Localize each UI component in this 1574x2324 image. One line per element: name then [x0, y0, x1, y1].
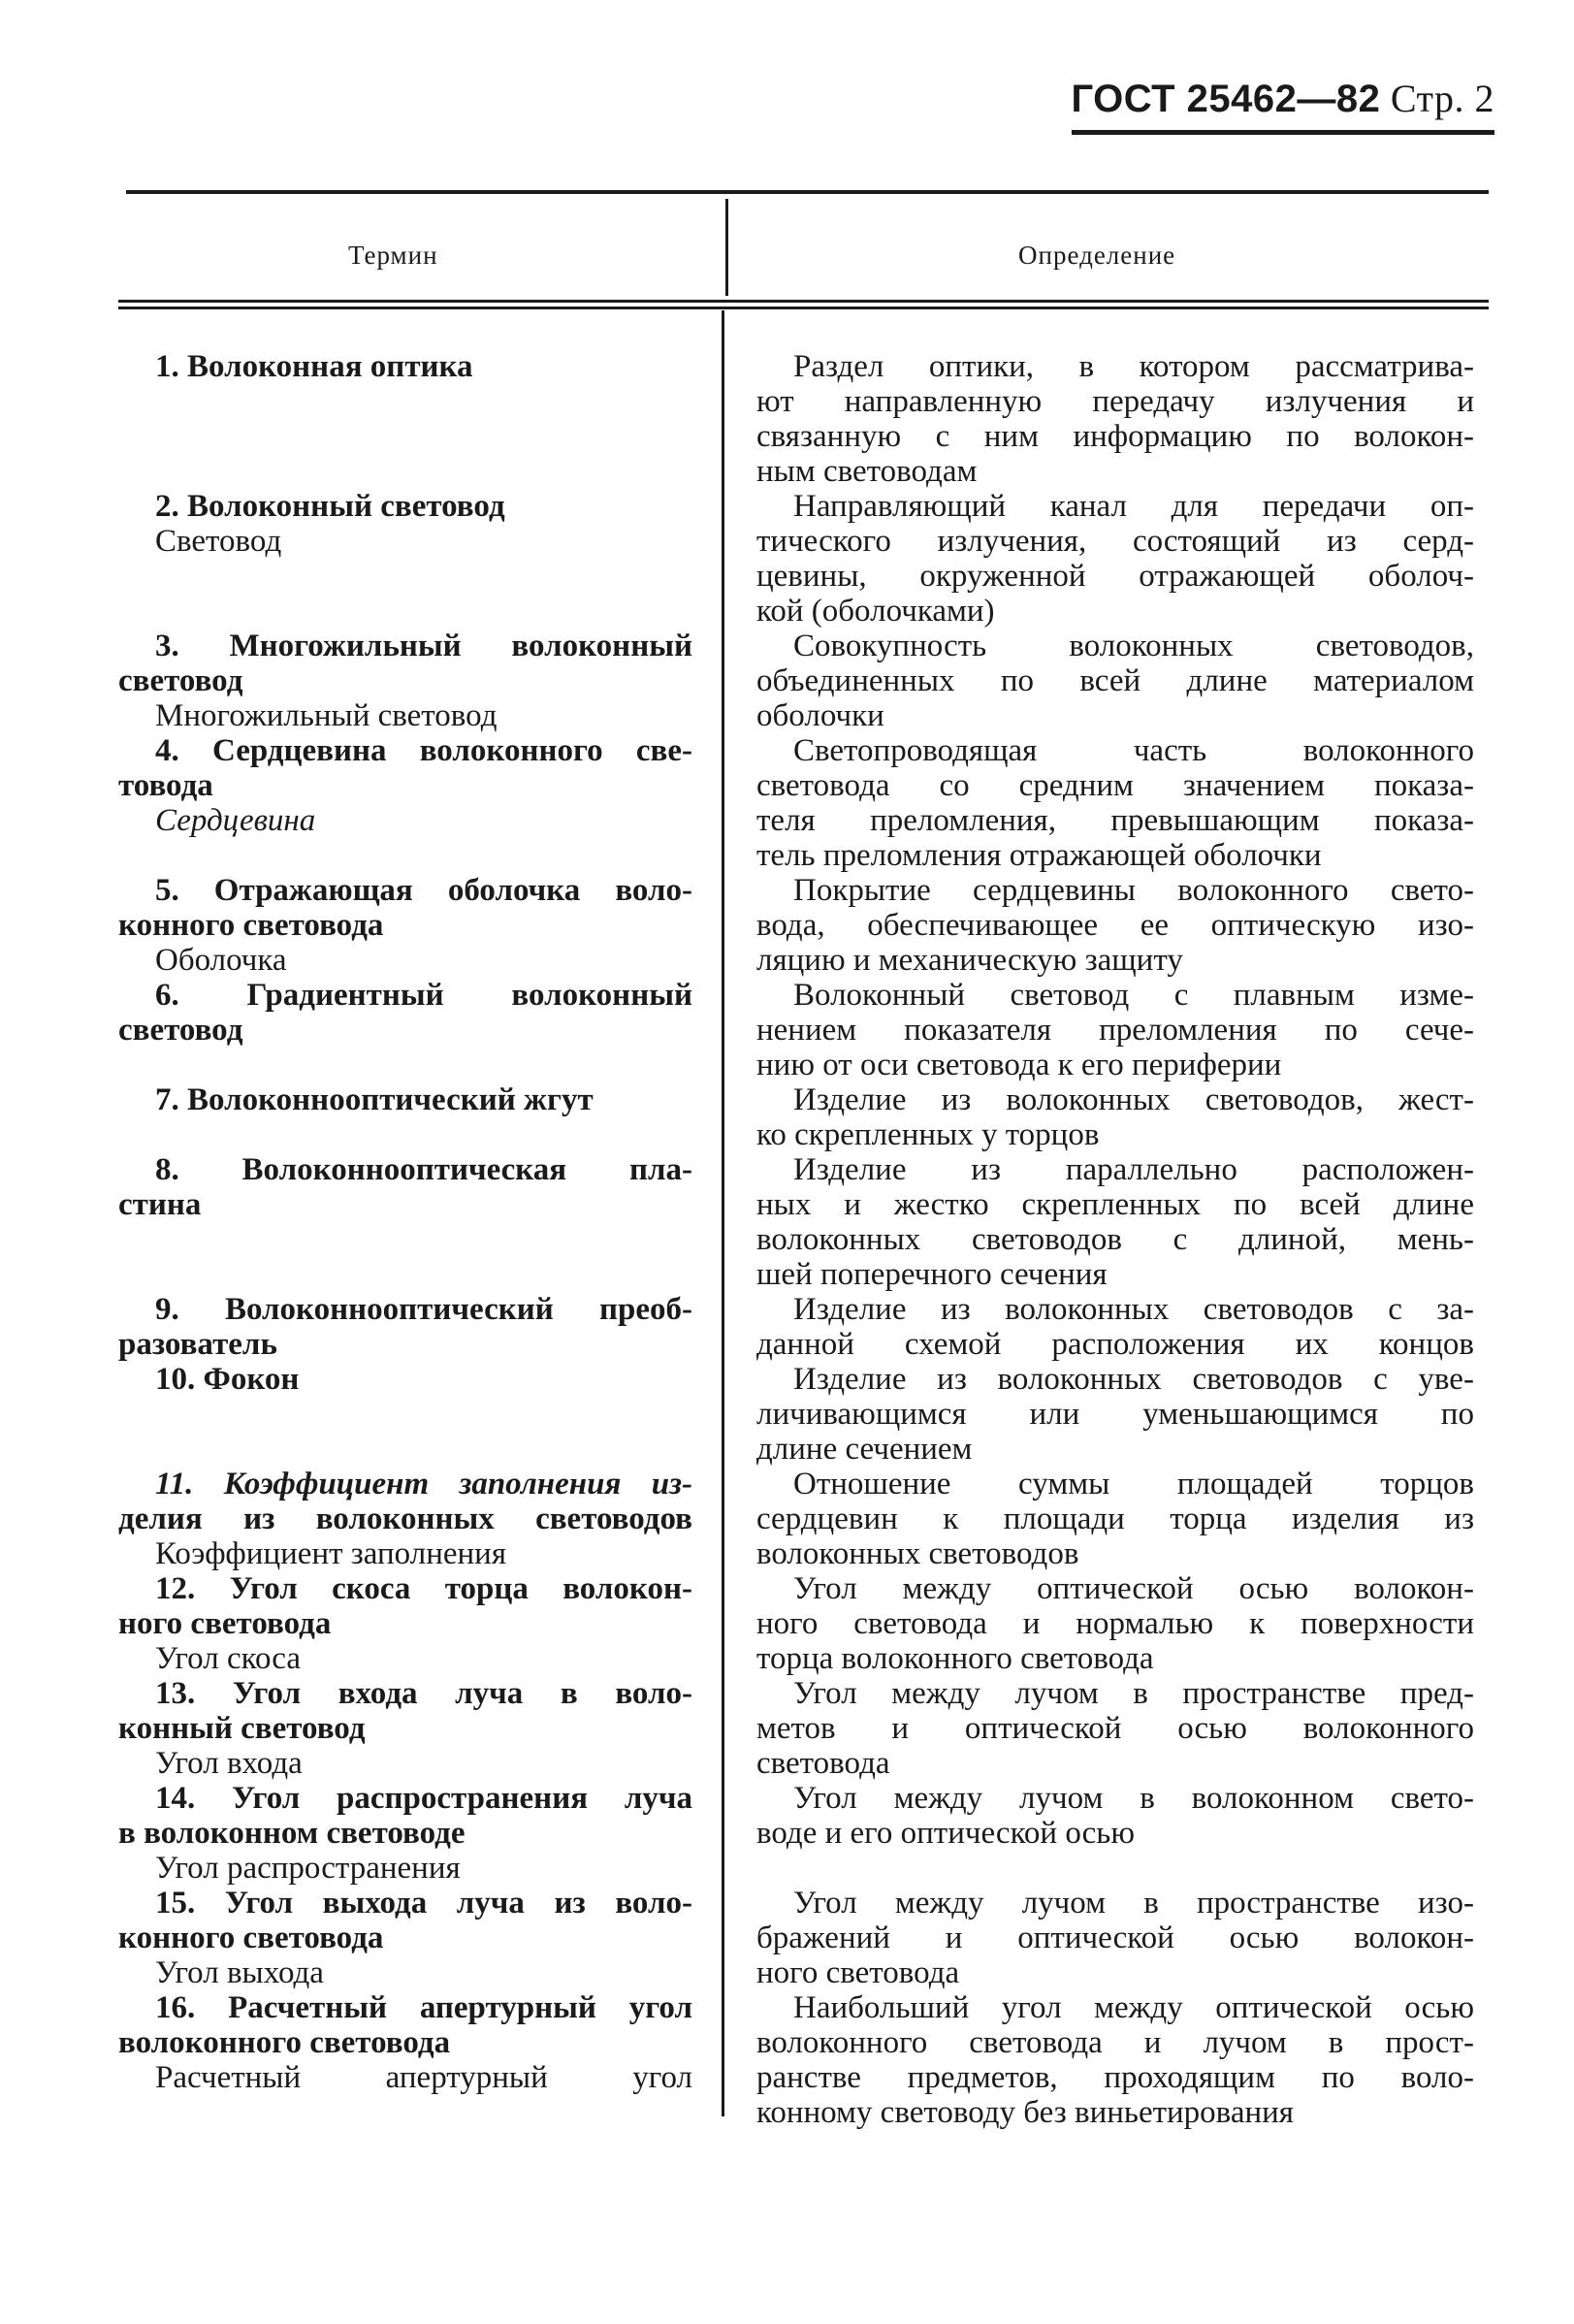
term-entry	[118, 1990, 692, 2095]
term-entry	[118, 1676, 692, 1781]
definition-entry-line: теля преломления, превышающим показа-	[756, 803, 1474, 838]
term-entry	[118, 1781, 692, 1886]
definition-entry-line: Угол между оптической осью волокон-	[793, 1571, 1474, 1606]
term-entry	[118, 629, 692, 733]
term-entry	[118, 1082, 692, 1117]
definition-entry-line: Угол между лучом в пространстве изо-	[793, 1886, 1474, 1921]
term-entry	[118, 1152, 692, 1222]
term-entry-line: Оболочка	[155, 943, 287, 978]
definition-entry-line: Направляющий канал для передачи оп-	[793, 489, 1474, 524]
term-entry-line: 9. Волоконнооптический преоб-	[155, 1292, 692, 1327]
definition-entry-line: Покрытие сердцевины волоконного свето-	[793, 873, 1474, 908]
definition-entry	[756, 629, 1474, 733]
term-entry-line: 12. Угол скоса торца волокон-	[155, 1571, 692, 1606]
definition-entry-line: вода, обеспечивающее ее оптическую изо-	[756, 908, 1474, 943]
term-entry-line: 7. Волоконнооптический жгут	[155, 1082, 594, 1117]
term-entry-line: Многожильный световод	[155, 698, 498, 733]
definition-entry-line: Наибольший угол между оптической осью	[793, 1990, 1474, 2025]
definition-entry-line: шей поперечного сечения	[756, 1257, 1108, 1292]
term-entry	[118, 1886, 692, 1990]
definition-entry	[756, 1990, 1474, 2130]
definition-entry-line: оболочки	[756, 698, 884, 733]
definition-entry-line: Изделие из параллельно расположен-	[793, 1152, 1474, 1187]
term-entry	[118, 489, 692, 559]
definition-entry-line: личивающимся или уменьшающимся по	[756, 1397, 1474, 1432]
header-double-rule-2	[118, 307, 1489, 309]
definition-entry-line: сердцевин к площади торца изделия из	[756, 1501, 1474, 1536]
term-entry-line: световод	[118, 663, 243, 698]
definition-entry-line: воде и его оптической осью	[756, 1816, 1136, 1851]
definition-entry-line: длине сечением	[756, 1432, 973, 1467]
definition-entry-line: волоконных световодов	[756, 1536, 1079, 1571]
definition-entry-line: цевины, окруженной отражающей оболоч-	[756, 559, 1474, 594]
definition-entry-line: бражений и оптической осью волокон-	[756, 1921, 1474, 1955]
term-entry-line: разователь	[118, 1327, 277, 1362]
definition-entry-line: объединенных по всей длине материалом	[756, 663, 1474, 698]
definition-entry-line: Изделие из волоконных световодов, жест-	[793, 1082, 1474, 1117]
definition-entry-line: Раздел оптики, в котором рассматрива-	[793, 349, 1474, 384]
term-entry-line: Угол выхода	[155, 1955, 324, 1990]
term-entry-line: 3. Многожильный волоконный	[155, 629, 692, 663]
term-entry-line: 15. Угол выхода луча из воло-	[155, 1886, 692, 1921]
table-top-rule	[126, 190, 1489, 194]
term-entry-line: в волоконном световоде	[118, 1816, 466, 1851]
column-header-term: Термин	[348, 241, 438, 270]
term-entry-line: 2. Волоконный световод	[155, 489, 505, 524]
definition-entry-line: ляцию и механическую защиту	[756, 943, 1183, 978]
definition-entry-line: Изделие из волоконных световодов с за-	[793, 1292, 1474, 1327]
definition-entry-line: Угол между лучом в волоконном свето-	[793, 1781, 1474, 1816]
term-entry-line: конного световода	[118, 908, 384, 943]
term-entry	[118, 1292, 692, 1362]
definition-entry	[756, 1467, 1474, 1571]
definition-entry	[756, 1571, 1474, 1676]
definition-entry-line: Изделие из волоконных световодов с уве-	[793, 1362, 1474, 1397]
term-entry-line: 16. Расчетный апертурный угол	[155, 1990, 692, 2025]
definition-entry-line: торца волоконного световода	[756, 1641, 1154, 1676]
term-entry	[118, 1467, 692, 1571]
definition-entry-line: Волоконный световод с плавным изме-	[793, 978, 1474, 1013]
term-entry-line: Коэффициент заполнения	[155, 1536, 507, 1571]
term-entry-line: Сердцевина	[155, 803, 316, 838]
definition-entry-line: волоконных световодов с длиной, мень-	[756, 1222, 1474, 1257]
term-entry-line: 13. Угол входа луча в воло-	[155, 1676, 692, 1711]
definition-entry-line: нением показателя преломления по сече-	[756, 1013, 1474, 1048]
definition-entry-line: тель преломления отражающей оболочки	[756, 838, 1322, 873]
definition-entry-line: световода со средним значением показа-	[756, 768, 1474, 803]
definition-entry-line: ного световода и нормалью к поверхности	[756, 1606, 1474, 1641]
definition-entry-line: конному световоду без виньетирования	[756, 2095, 1294, 2130]
definition-entry-line: волоконного световода и лучом в прост-	[756, 2025, 1474, 2060]
definition-entry	[756, 1676, 1474, 1781]
definition-entry-line: нию от оси световода к его периферии	[756, 1048, 1282, 1082]
definition-entry-line: кой (оболочками)	[756, 594, 995, 629]
term-entry	[118, 733, 692, 838]
definition-entry	[756, 1082, 1474, 1152]
definition-entry	[756, 489, 1474, 629]
term-entry-line: 11. Коэффициент заполнения из-	[155, 1467, 692, 1501]
column-header-definition: Определение	[1018, 241, 1176, 270]
term-entry-line: Световод	[155, 524, 282, 559]
term-entry-line: 4. Сердцевина волоконного све-	[155, 733, 692, 768]
definition-entry-line: ного световода	[756, 1955, 960, 1990]
definition-entry-line: ко скрепленных у торцов	[756, 1117, 1100, 1152]
definition-entry	[756, 349, 1474, 489]
header-rule	[1072, 130, 1494, 135]
definition-entry-line: Угол между лучом в пространстве пред-	[793, 1676, 1474, 1711]
term-entry-line: конный световод	[118, 1711, 366, 1746]
definition-entry-line: Отношение суммы площадей торцов	[793, 1467, 1474, 1501]
term-entry-line: Угол входа	[155, 1746, 303, 1781]
definition-entry-line: тического излучения, состоящий из серд-	[756, 524, 1474, 559]
term-entry-line: 5. Отражающая оболочка воло-	[155, 873, 692, 908]
definition-entry-line: ных и жестко скрепленных по всей длине	[756, 1187, 1474, 1222]
definition-entry-line: связанную с ним информацию по волокон-	[756, 419, 1474, 454]
standard-number: ГОСТ 25462—82	[1071, 78, 1381, 120]
definition-entry	[756, 1362, 1474, 1467]
definition-entry-line: ранстве предметов, проходящим по воло-	[756, 2060, 1474, 2095]
term-entry-line: волоконного световода	[118, 2025, 451, 2060]
definition-entry	[756, 978, 1474, 1082]
definition-entry	[756, 1886, 1474, 1990]
definition-entry-line: ным световодам	[756, 454, 978, 489]
term-entry-line: ного световода	[118, 1606, 332, 1641]
term-entry-line: 10. Фокон	[155, 1362, 300, 1397]
term-entry-line: делия из волоконных световодов	[118, 1501, 692, 1536]
definition-entry-line: данной схемой расположения их концов	[756, 1327, 1474, 1362]
term-entry-line: Угол распространения	[155, 1851, 461, 1886]
term-entry-line: Расчетный апертурный угол	[155, 2060, 692, 2095]
header-double-rule	[118, 300, 1489, 303]
definition-entry	[756, 873, 1474, 978]
page-header	[1071, 76, 1494, 121]
term-entry-line: световод	[118, 1013, 243, 1048]
term-entry-line: товода	[118, 768, 213, 803]
body-column-divider	[722, 310, 724, 2116]
definition-entry	[756, 733, 1474, 873]
term-entry	[118, 978, 692, 1048]
definition-entry-line: световода	[756, 1746, 890, 1781]
page-number: Стр. 2	[1390, 77, 1494, 120]
definition-entry-line: метов и оптической осью волоконного	[756, 1711, 1474, 1746]
definition-entry	[756, 1152, 1474, 1292]
term-entry-line: 1. Волоконная оптика	[155, 349, 473, 384]
term-entry	[118, 873, 692, 978]
term-entry	[118, 1571, 692, 1676]
term-entry-line: конного световода	[118, 1921, 384, 1955]
term-entry-line: Угол скоса	[155, 1641, 301, 1676]
term-entry-line: 14. Угол распространения луча	[155, 1781, 692, 1816]
definition-entry	[756, 1292, 1474, 1362]
term-entry-line: стина	[118, 1187, 202, 1222]
term-entry	[118, 349, 692, 384]
definition-entry-line: Совокупность волоконных световодов,	[793, 629, 1474, 663]
term-entry	[118, 1362, 692, 1397]
term-entry-line: 8. Волоконнооптическая пла-	[155, 1152, 692, 1187]
header-column-divider	[725, 199, 728, 296]
definition-entry	[756, 1781, 1474, 1851]
term-entry-line: 6. Градиентный волоконный	[155, 978, 692, 1013]
definition-entry-line: ют направленную передачу излучения и	[756, 384, 1474, 419]
definition-entry-line: Светопроводящая часть волоконного	[793, 733, 1474, 768]
